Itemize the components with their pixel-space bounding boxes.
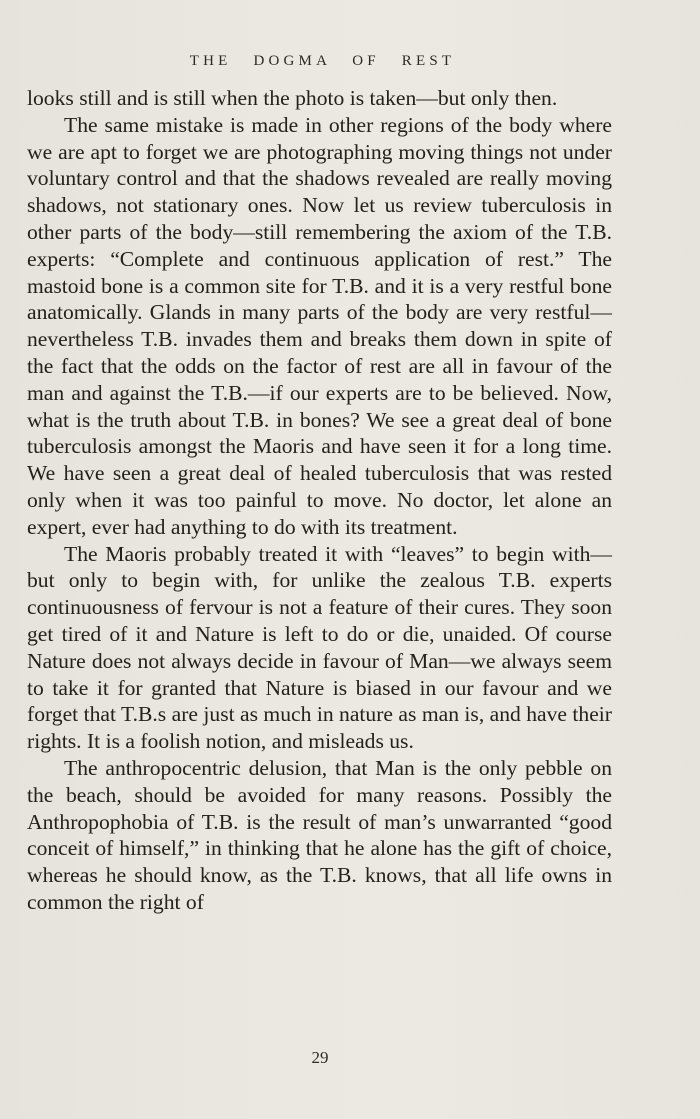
running-head: THE DOGMA OF REST xyxy=(189,53,456,69)
page-number: 29 xyxy=(311,1048,329,1067)
body-text xyxy=(27,85,612,916)
paragraph: The Maoris probably treated it with “leaves” to begin with—but only to begin with, for unlike the zealous T.B. experts continuousness of fervour is not a feature of their cures. They soon get tired of it and Nature is left to do or die, unaided. Of course Nature does not always decide in favour of Man—we always seem to take it for granted that Nature is biased in our favour and we forget that T.B.s are just as much in nature as man is, and have their rights. It is a foolish notion, and misleads us. xyxy=(27,541,612,754)
paragraph: The anthropocentric delusion, that Man is the only pebble on the beach, should be avoided for many reasons. Possibly the Anthropophobia of T.B. is the result of man’s unwarranted “good conceit of himself,” in thinking that he alone has the gift of choice, whereas he should know, as the T.B. knows, that all life owns in common the right of xyxy=(27,755,612,914)
paragraph: The same mistake is made in other regions of the body where we are apt to forget we are photographing moving things not under voluntary control and that the shadows revealed are really moving shadows, not stationary ones. Now let us review tuberculosis in other parts of the body—still remembering the axiom of the T.B. experts: “Complete and continuous application of rest.” The mastoid bone is a common site for T.B. and it is a very restful bone anatomically. Glands in many parts of the body are very restful—nevertheless T.B. invades them and breaks them down in spite of the fact that the odds on the factor of rest are all in favour of the man and against the T.B.—if our experts are to be believed. Now, what is the truth about T.B. in bones? We see a great deal of bone tuberculosis amongst the Maoris and have seen it for a long time. We have seen a great deal of healed tuberculosis that was rested only when it was too painful to move. No doctor, let alone an expert, ever had anything to do with its treatment. xyxy=(27,112,612,539)
paragraph-continuation: looks still and is still when the photo is taken—but only then. xyxy=(27,86,558,110)
